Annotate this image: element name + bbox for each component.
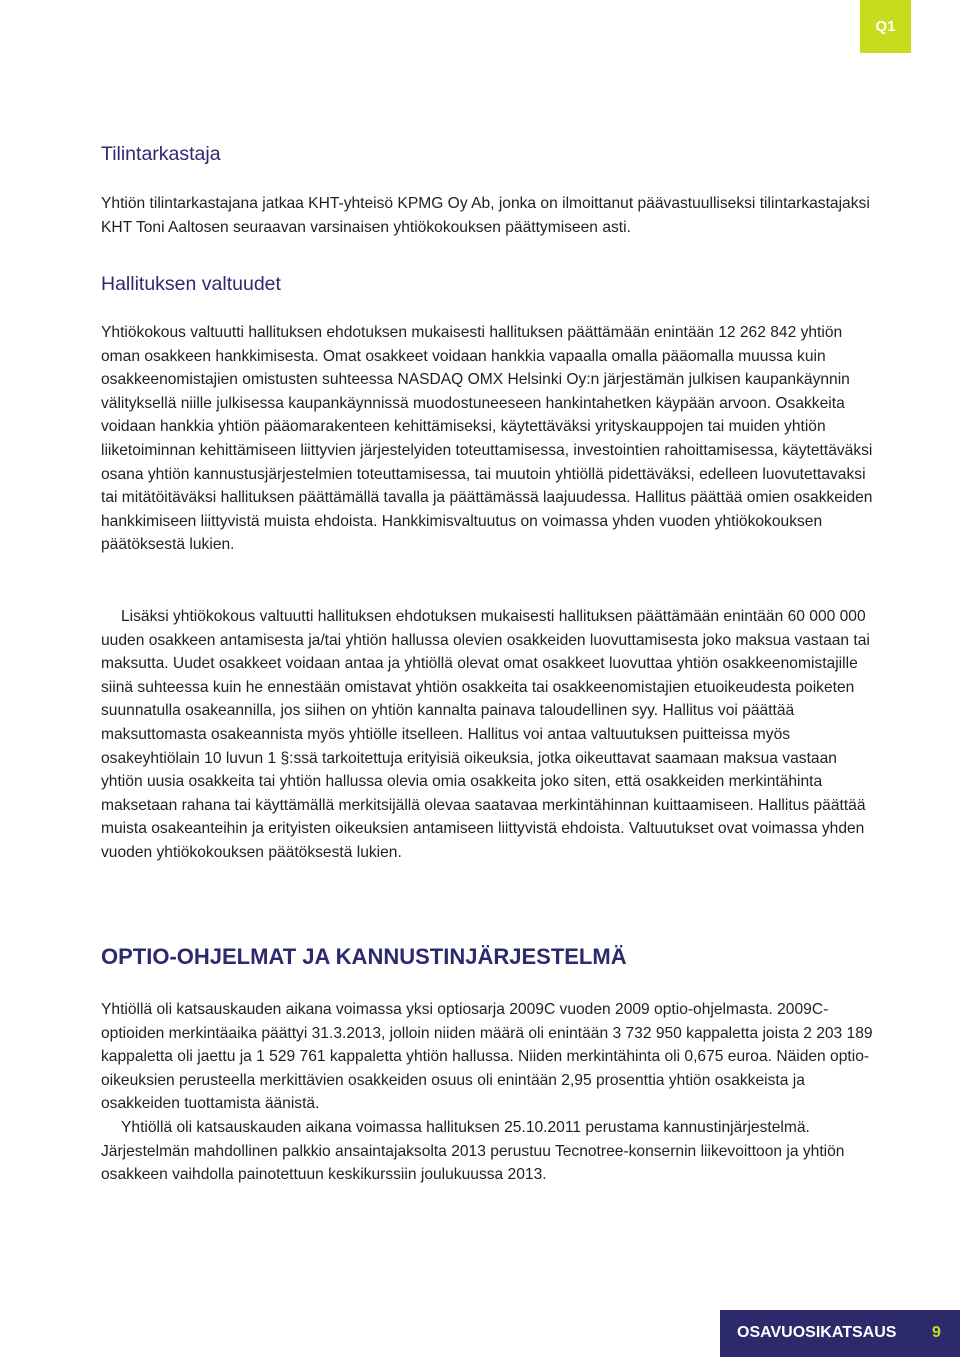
section-heading-optio: OPTIO-OHJELMAT JA KANNUSTINJÄRJESTELMÄ — [101, 944, 627, 969]
paragraph-valtuudet-1: Yhtiökokous valtuutti hallituksen ehdotuksen mukaisesti hallituksen päättämään enintään 12 262 842 yhtiön oman osakkeen hankkimisesta. Omat osakkeet voidaan hankkia vapaalla omalla pääomalla muussa kuin osakkeenomistajien omistusten suhteessa NASDAQ OMX Helsinki Oy:n järjestämän julkisen kaupankäynnin välityksellä niille julkisessa kaupankäynnissä muodostuneeseen hankintahetken käypään arvoon. Osakkeita voidaan hankkia yhtiön pääomarakenteen kehittämiseksi, käytettäväksi yrityskauppojen tai muiden yhtiön liiketoiminnan kehittämiseen liittyvien järjestelyiden toteuttamisessa, investointien rahoittamisessa, käytettäväksi osana yhtiön kannustusjärjestelmien toteuttamisessa, tai muutoin yhtiöllä pidettäväksi, edelleen luovutettavaksi tai mitätöitäväksi hallituksen päättämällä tavalla ja päättämässä laajuudessa. Hallitus päättää omien osakkeiden hankkimiseen liittyvistä muista ehdoista. Hankkimisvaltuutus on voimassa yhden vuoden yhtiökokouksen päätöksestä lukien. — [101, 324, 873, 554]
section-heading-valtuudet: Hallituksen valtuudet — [101, 273, 281, 295]
quarter-badge — [860, 0, 911, 53]
quarter-badge-label: Q1 — [875, 18, 896, 35]
section-heading-tilintarkastaja: Tilintarkastaja — [101, 143, 221, 165]
paragraph-optio-1: Yhtiöllä oli katsauskauden aikana voimassa yksi optiosarja 2009C vuoden 2009 optio-ohjelmasta. 2009C-optioiden merkintäaika päättyi 31.3.2013, jolloin niiden määrä oli enintään 3 732 950 kappaletta joista 2 203 189 kappaletta oli jaettu ja 1 529 761 kappaletta yhtiön hallussa. Niiden merkintähinta oli 0,675 euroa. Näiden optio-oikeuksien perusteella merkittävien osakkeiden osuus oli enintään 2,95 prosenttia yhtiön osakkeista ja osakkeiden tuottamista äänistä. — [101, 1001, 873, 1113]
paragraph-optio-2: Yhtiöllä oli katsauskauden aikana voimassa hallituksen 25.10.2011 perustama kannustinjärjestelmä. Järjestelmän mahdollinen palkkio ansaintajaksolta 2013 perustuu Tecnotree-konsernin liikevoittoon ja yhtiön osakkeen vaihdolla painotettuun keskikurssiin joulukuussa 2013. — [101, 1119, 845, 1184]
footer-bar — [720, 1310, 960, 1357]
paragraph-valtuudet-2: Lisäksi yhtiökokous valtuutti hallituksen ehdotuksen mukaisesti hallituksen päättämään enintään 60 000 000 uuden osakkeen antamisesta ja/tai yhtiön hallussa olevien osakkeiden luovuttamisesta joko maksua vastaan tai maksutta. Uudet osakkeet voidaan antaa ja yhtiöllä olevat omat osakkeet luovuttaa yhtiön osakkeenomistajille siinä suhteessa kuin he ennestään omistavat yhtiön osakkeita tai osakkeenomistajien etuoikeudesta poiketen suunnatulla osakeannilla, jos siihen on yhtiön kannalta painava taloudellinen syy. Hallitus voi päättää maksuttomasta osakeannista myös yhtiölle itselleen. Hallitus voi antaa valtuutuksen puitteissa myös osakeyhtiölain 10 luvun 1 §:ssä tarkoitettuja erityisiä oikeuksia, jotka oikeuttavat saamaan maksua vastaan yhtiön uusia osakkeita tai yhtiön hallussa olevia omia osakkeita joko siten, että osakkeiden merkintähinta maksetaan rahana tai käyttämällä merkitsijällä olevaa saatavaa merkintähinnan kuittaamiseen. Hallitus päättää muista osakeanteihin ja erityisten oikeuksien antamiseen liittyvistä ehdoista. Valtuutukset ovat voimassa yhden vuoden yhtiökokouksen päätöksestä lukien. — [101, 608, 870, 861]
paragraph-tilintarkastaja: Yhtiön tilintarkastajana jatkaa KHT-yhteisö KPMG Oy Ab, jonka on ilmoittanut päävastuulliseksi tilintarkastajaksi KHT Toni Aaltosen seuraavan varsinaisen yhtiökokouksen päättymiseen asti. — [101, 195, 870, 236]
footer-title: OSAVUOSIKATSAUS — [737, 1324, 897, 1341]
page-number: 9 — [932, 1324, 941, 1341]
